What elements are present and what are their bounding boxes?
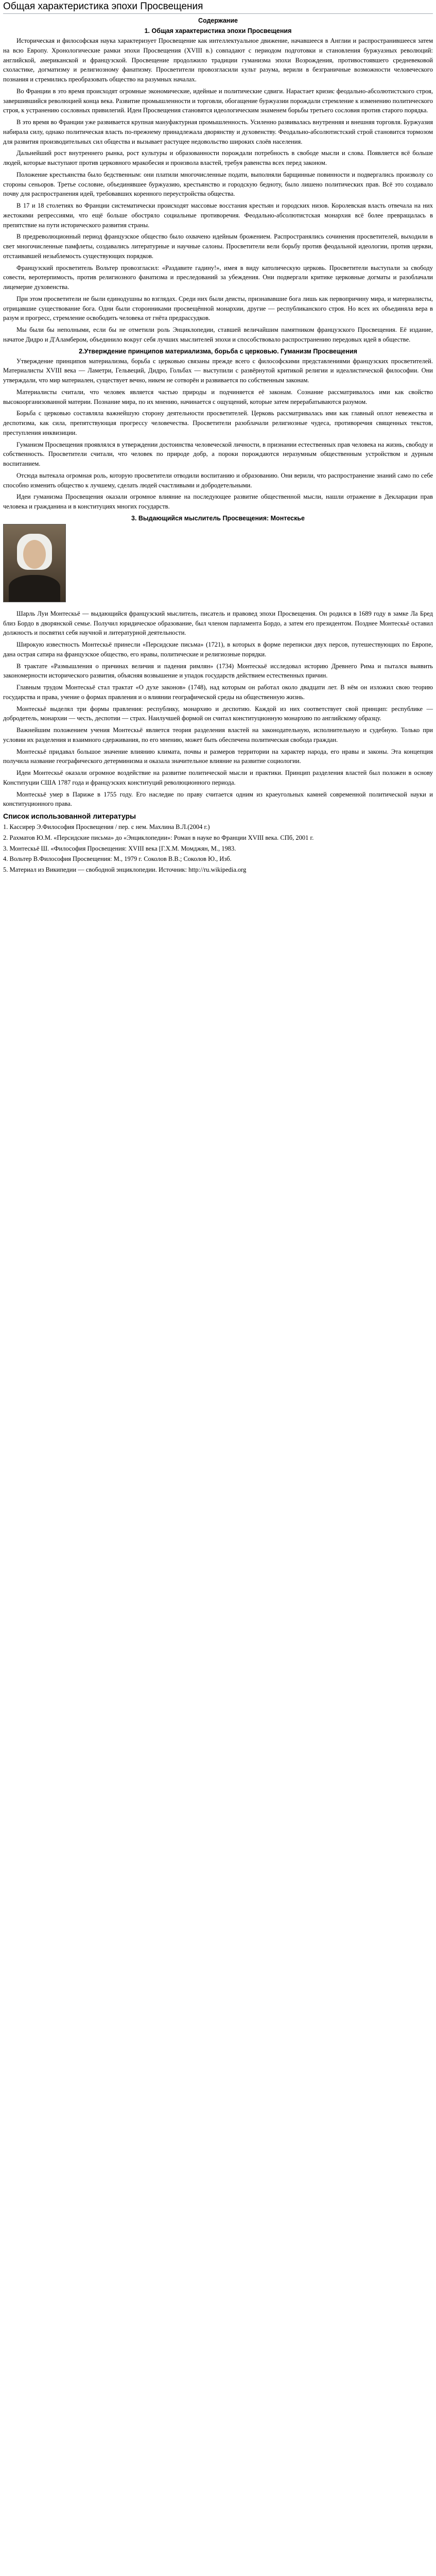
- section-heading: 3. Выдающийся мыслитель Просвещения: Монтескье: [131, 514, 305, 522]
- section-paragraph: Монтескьё выделял три формы правления: республику, монархию и деспотию. Каждой из них соответствует свой принцип: республике — добродетель, монархии — честь, деспотии — страх. Наилучшей формой он считал конституционную монархию по английскому образцу.: [3, 705, 433, 722]
- toc-title: Содержание: [198, 17, 238, 24]
- references-title: Список использованной литературы: [3, 812, 136, 820]
- reference-item: 5. Материал из Википедии — свободной энциклопедии. Источник: http://ru.wikipedia.org: [3, 866, 247, 873]
- section-paragraph: Материалисты считали, что человек является частью природы и подчиняется её законам. Сознание рассматривалось ими как свойство высокоорганизованной материи. Познание мира, по их мнению, начинается с ощущений, которые затем перерабатываются разумом.: [3, 388, 433, 405]
- section-paragraph: В предреволюционный период французское общество было охвачено идейным брожением. Распространялись сочинения просветителей, выходили в свет многочисленные памфлеты, создавались литературные и научные салоны. Просветители вели борьбу против феодальной идеологии, против церкви, отстаивавшей незыблемость существующих порядков.: [3, 233, 433, 260]
- section-paragraph: Идеи гуманизма Просвещения оказали огромное влияние на последующее развитие общественной мысли, нашли отражение в Декларации прав человека и гражданина и в конституциях многих государств.: [3, 493, 433, 510]
- document-page: [0, 0, 436, 879]
- section-paragraph: В 17 и 18 столетиях во Франции систематически происходят массовые восстания крестьян и городских низов. Королевская власть отвечала на них жестокими репрессиями, что ещё больше обостряло социальные противоречия. Феодально-абсолютистская монархия всё более превращалась в препятствие на пути исторического развития страны.: [3, 202, 433, 229]
- section-paragraph: Дальнейший рост внутреннего рынка, рост культуры и образованности порождали потребность в свободе мысли и слова. Появляется всё больше людей, которые выступают против церковного мракобесия и произвола властей, требуя равенства всех перед законом.: [3, 149, 433, 166]
- section-paragraph: Французский просветитель Вольтер провозгласил: «Раздавите гадину!», имея в виду католическую церковь. Просветители выступали за свободу совести, веротерпимость, против религиозного фанатизма и преследований за убеждения. Они подвергали критике церковные догматы и разоблачали лицемерие духовенства.: [3, 264, 433, 291]
- page-title: Общая характеристика эпохи Просвещения: [3, 1, 433, 14]
- section-paragraph: Широкую известность Монтескьё принесли «Персидские письма» (1721), в которых в форме переписки двух персов, путешествующих по Европе, дана острая сатира на французское общество, его нравы, политические и религиозные порядки.: [3, 641, 433, 658]
- section-paragraph: Борьба с церковью составляла важнейшую сторону деятельности просветителей. Церковь рассматривалась ими как главный оплот невежества и деспотизма, как сила, препятствующая прогрессу человечества. Просветители разоблачали религиозные чудеса, противоречия священных текстов, преступления инквизиции.: [3, 410, 433, 436]
- montesquieu-portrait: [3, 524, 66, 602]
- section-paragraph: Утверждение принципов материализма, борьба с церковью связаны прежде всего с философскими представлениями французских просветителей. Материалисты XVIII века — Ламетри, Гельвеций, Дидро, Гольбах — выступили с развёрнутой критикой религии и идеалистической философии. Они утверждали, что мир материален, существует вечно, никем не сотворён и развивается по собственным законам.: [3, 357, 433, 384]
- section-paragraph: Монтескьё придавал большое значение влиянию климата, почвы и размеров территории на характер народа, его нравы и законы. Эта концепция получила название географического детерминизма и оказала значительное влияние на развитие социологии.: [3, 748, 433, 765]
- portrait-image: [3, 524, 433, 605]
- sections-container: [3, 27, 433, 809]
- section-paragraph: Монтескьё умер в Париже в 1755 году. Его наследие по праву считается одним из краеугольных камней современной политической науки и конституционного права.: [3, 790, 433, 808]
- section-paragraph: В трактате «Размышления о причинах величия и падения римлян» (1734) Монтескьё исследовал историю Древнего Рима и пытался выявить закономерности исторического развития, объясняя возвышение и упадок государств действием естественных причин.: [3, 662, 433, 680]
- reference-item: 4. Вольтер В.Философия Просвещения: М., 1979 г. Соколов В.В.; Соколов Ю., Изб.: [3, 855, 232, 863]
- section-paragraph: В это время во Франции уже развивается крупная мануфактурная промышленность. Усиленно развивалась внутренняя и внешняя торговля. Буржуазия набирала силу, однако политическая власть по-прежнему принадлежала дворянству и духовенству. Феодально-абсолютистский строй становится тормозом для развития производительных сил общества и вызывает растущее недовольство широких слоёв населения.: [3, 118, 433, 145]
- reference-item: 2. Рахматов Ю.М. «Персидские письма» до «Энциклопедии»: Роман в науке во Франции XVIII века. СПб, 2001 г.: [3, 834, 314, 841]
- section-paragraph: Историческая и философская наука характеризует Просвещение как интеллектуальное движение, начавшееся в Англии и распространившееся затем на всю Европу. Хронологические рамки эпохи Просвещения (XVIII в.) совпадают с периодом подготовки и становления буржуазных революций: английской, американской и французской. Просвещение продолжило традиции гуманизма эпохи Возрождения, противостоявшего средневековой схоластике, догматизму и религиозному фанатизму. Просветители провозгласили культ разума, верили в безграничные возможности человеческого познания и стремились преобразовать общество на разумных началах.: [3, 37, 433, 83]
- reference-item: 1. Кассирер Э.Философия Просвещения / пер. с нем. Махлина В.Л.(2004 г.): [3, 823, 210, 831]
- section-paragraph: Шарль Луи Монтескьё — выдающийся французский мыслитель, писатель и правовед эпохи Просвещения. Он родился в 1689 году в замке Ла Бред близ Бордо в дворянской семье. Получил юридическое образование, был членом парламента Бордо, а затем его президентом. Позднее Монтескьё оставил должность и посвятил себя научной и литературной деятельности.: [3, 609, 433, 637]
- section-heading: 2.Утверждение принципов материализма, борьба с церковью. Гуманизм Просвещения: [79, 347, 357, 355]
- section-heading: 1. Общая характеристика эпохи Просвещения: [144, 27, 292, 35]
- section-paragraph: Положение крестьянства было бедственным: они платили многочисленные подати, выполняли барщинные повинности и подвергались произволу со стороны сеньоров. Третье сословие, объединявшее буржуазию, крестьянство и городскую бедноту, было лишено политических прав. Всё это создавало почву для распространения идей, требовавших коренного переустройства общества.: [3, 171, 433, 198]
- section-paragraph: Главным трудом Монтескьё стал трактат «О духе законов» (1748), над которым он работал около двадцати лет. В нём он изложил свою теорию государства и права, учение о формах правления и о влиянии географической среды на общественную жизнь.: [3, 684, 433, 701]
- section-paragraph: При этом просветители не были единодушны во взглядах. Среди них были деисты, признававшие бога лишь как первопричину мира, и материалисты, отрицавшие существование бога. Одни были сторонниками просвещённой монархии, другие — республиканского строя. Но всех их объединяла вера в разум и прогресс, стремление освободить человека от гнёта предрассудков.: [3, 295, 433, 322]
- section-paragraph: Отсюда вытекала огромная роль, которую просветители отводили воспитанию и образованию. Они верили, что распространение знаний само по себе способно изменить общество к лучшему, сделать людей счастливыми и добродетельными.: [3, 471, 433, 489]
- section-paragraph: Гуманизм Просвещения проявлялся в утверждении достоинства человеческой личности, в признании естественных прав человека на жизнь, свободу и собственность. Просветители считали, что человек по природе добр, а пороки порождаются неразумным общественным устройством и дурным воспитанием.: [3, 440, 433, 467]
- section-paragraph: Во Франции в это время происходят огромные экономические, идейные и политические сдвиги. Нарастает кризис феодально-абсолютистского строя, завершившийся революцией конца века. Развитие промышленности и торговли, обогащение буржуазии порождали стремление к изменению политического строя, к устранению сословных привилегий. Идеи Просвещения становятся идеологическим знаменем борьбы третьего сословия против старого порядка.: [3, 87, 433, 114]
- references-list: [3, 822, 433, 875]
- section-paragraph: Идеи Монтескьё оказали огромное воздействие на развитие политической мысли и практики. Принцип разделения властей был положен в основу Конституции США 1787 года и французских конституций революционного периода.: [3, 769, 433, 786]
- section-paragraph: Мы были бы неполными, если бы не отметили роль Энциклопедии, ставшей величайшим памятником французского Просвещения. Её издание, начатое Дидро и Д'Аламбером, объединило вокруг себя лучших мыслителей эпохи и способствовало распространению передовых идей в обществе.: [3, 326, 433, 343]
- section-paragraph: Важнейшим положением учения Монтескьё является теория разделения властей на законодательную, исполнительную и судебную. Только при условии их разделения и взаимного сдерживания, по его мнению, может быть обеспечена политическая свобода граждан.: [3, 726, 433, 743]
- reference-item: 3. Монтескьё Ш. «Философия Просвещения: XVIII века [Г.Х.М. Момджян, М., 1983.: [3, 844, 236, 852]
